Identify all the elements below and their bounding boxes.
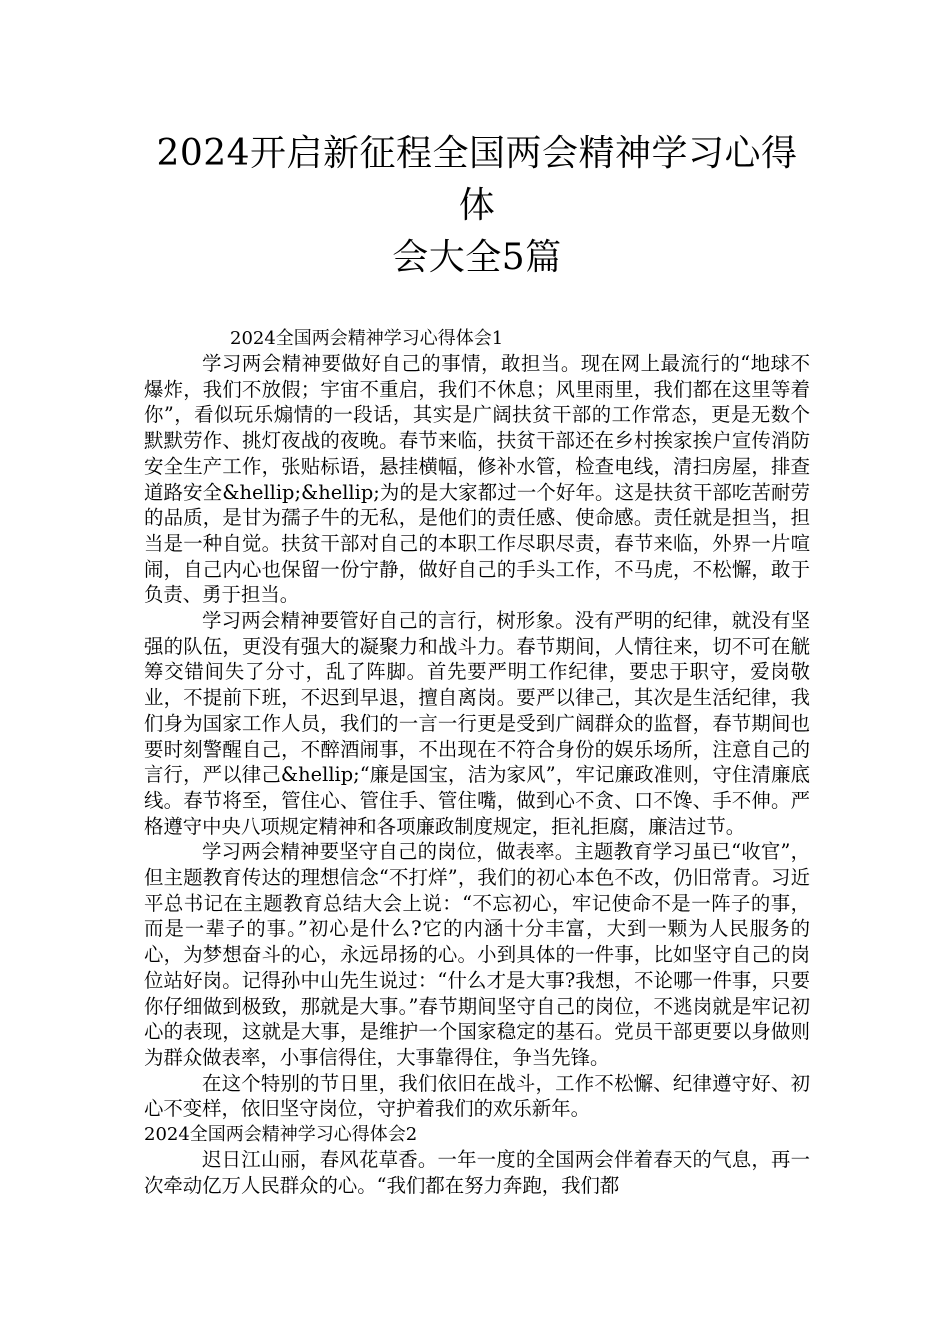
paragraph: 学习两会精神要做好自己的事情，敢担当。现在网上最流行的“地球不爆炸，我们不放假；宇宙不重启，我们不休息；风里雨里，我们都在这里等着你”，看似玩乐煽情的一段话，其实是广阔扶贫干部的工作常态，更是无数个默默劳作、挑灯夜战的夜晚。春节来临，扶贫干部还在乡村挨家挨户宣传消防安全生产工作，张贴标语，悬挂横幅，修补水管，检查电线，清扫房屋，排查道路安全&hellip;&hellip;为的是大家都过一个好年。这是扶贫干部吃苦耐劳的品质，是甘为孺子牛的无私，是他们的责任感、使命感。责任就是担当，担当是一种自觉。扶贫干部对自己的本职工作尽职尽责，春节来临，外界一片喧闹，自己内心也保留一份宁静，做好自己的手头工作，不马虎，不松懈，敢于负责、勇于担当。 [144,352,810,607]
title-line-1: 2024开启新征程全国两会精神学习心得体 [156,133,798,226]
document-title [144,128,810,284]
section-heading: 2024全国两会精神学习心得体会1 [230,328,504,349]
title-line-2: 会大全5篇 [392,237,562,278]
paragraph: 学习两会精神要管好自己的言行，树形象。没有严明的纪律，就没有坚强的队伍，更没有强大的凝聚力和战斗力。春节期间，人情往来，切不可在觥筹交错间失了分寸，乱了阵脚。首先要严明工作纪律，要忠于职守，爱岗敬业，不提前下班，不迟到早退，擅自离岗。要严以律己，其次是生活纪律，我们身为国家工作人员，我们的一言一行更是受到广阔群众的监督，春节期间也要时刻警醒自己，不醉酒闹事，不出现在不符合身份的娱乐场所，注意自己的言行，严以律己&hellip;“廉是国宝，洁为家风”，牢记廉政准则，守住清廉底线。春节将至，管住心、管住手、管住嘴，做到心不贪、口不馋、手不伸。严格遵守中央八项规定精神和各项廉政制度规定，拒礼拒腐，廉洁过节。 [144,609,810,838]
paragraph: 在这个特别的节日里，我们依旧在战斗，工作不松懈、纪律遵守好、初心不变样，依旧坚守岗位，守护着我们的欢乐新年。 [144,1071,810,1121]
paragraph: 迟日江山丽，春风花草香。一年一度的全国两会伴着春天的气息，再一次牵动亿万人民群众的心。“我们都在努力奔跑，我们都 [144,1148,810,1197]
paragraph: 学习两会精神要坚守自己的岗位，做表率。主题教育学习虽已“收官”，但主题教育传达的理想信念“不打烊”，我们的初心本色不改，仍旧常青。习近平总书记在主题教育总结大会上说：“不忘初心，牢记使命不是一阵子的事，而是一辈子的事。”初心是什么?它的内涵十分丰富，大到一颗为人民服务的心，为梦想奋斗的心，永远昂扬的心。小到具体的一件事，比如坚守自己的岗位站好岗。记得孙中山先生说过：“什么才是大事?我想，不论哪一件事，只要你仔细做到极致，那就是大事。”春节期间坚守自己的岗位，不逃岗就是牢记初心的表现，这就是大事，是维护一个国家稳定的基石。党员干部更要以身做则为群众做表率，小事信得住，大事靠得住，争当先锋。 [144,840,810,1069]
section-1 [144,326,810,1122]
section-2 [144,1122,810,1198]
section-heading: 2024全国两会精神学习心得体会2 [144,1124,418,1146]
